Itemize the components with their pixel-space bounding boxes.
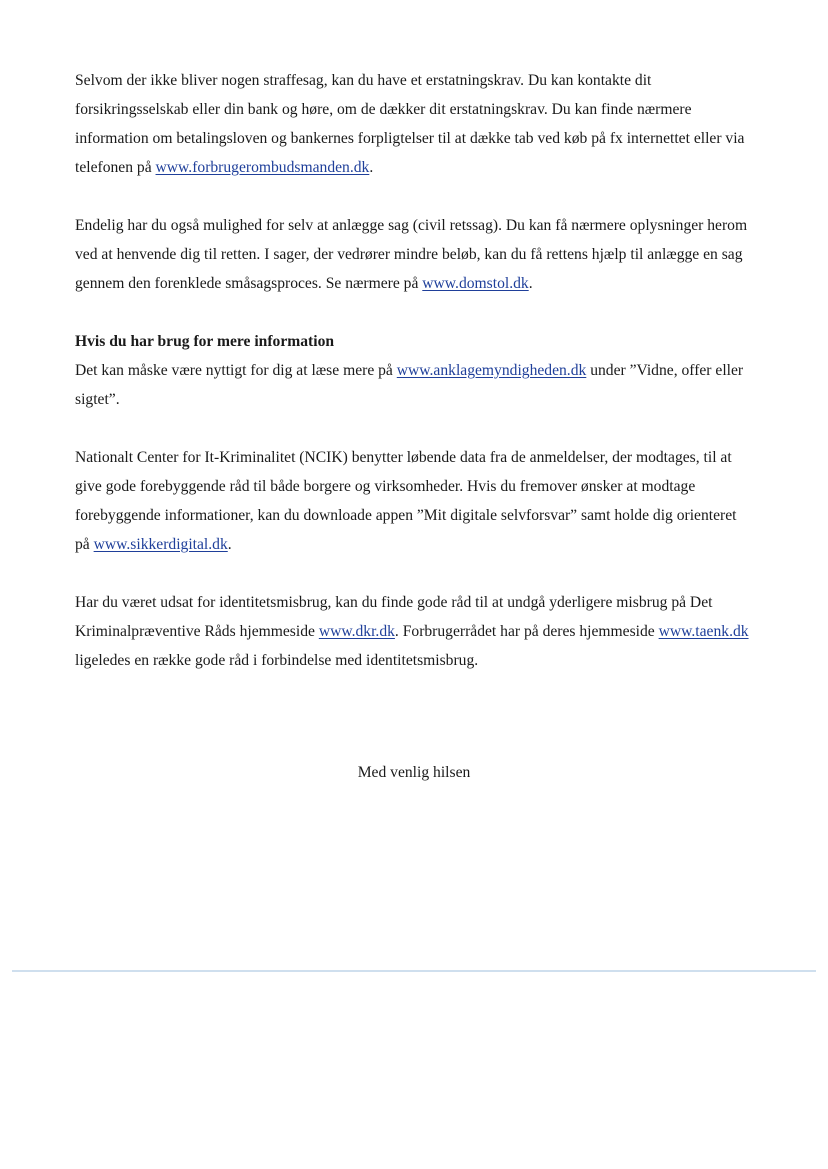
- paragraph-punctuation: .: [528, 275, 533, 292]
- paragraph-text: Selvom der ikke bliver nogen straffesag, kan du have et erstatningskrav. Du kan kontakte dit forsikringsselskab eller din bank og høre, om de dækker dit erstatningskrav. Du kan finde nærmere information om betalingsloven og bankernes forpligtelser til at dække tab ved køb på fx internettet eller via telefonen på: [75, 72, 745, 176]
- paragraph-punctuation: .: [227, 536, 232, 553]
- paragraph-punctuation: .: [369, 159, 374, 176]
- link-sikkerdigital[interactable]: www.sikkerdigital.dk: [93, 536, 228, 553]
- section-heading: Hvis du har brug for mere information: [75, 333, 335, 350]
- link-domstol[interactable]: www.domstol.dk: [422, 275, 529, 292]
- scan-artifact-line: [12, 970, 816, 972]
- paragraph-text: Det kan måske være nyttigt for dig at læse mere på: [75, 362, 397, 379]
- link-taenk[interactable]: www.taenk.dk: [658, 623, 749, 640]
- paragraph-compensation: [75, 66, 755, 182]
- paragraph-ncik: [75, 443, 755, 559]
- paragraph-identity-misuse: [75, 588, 755, 675]
- paragraph-tail: ligeledes en række gode råd i forbindelse med identitetsmisbrug.: [75, 652, 479, 669]
- paragraph-text: Nationalt Center for It-Kriminalitet (NCIK) benytter løbende data fra de anmeldelser, der modtages, til at give gode forebyggende råd til både borgere og virksomheder. Hvis du fremover ønsker at modtage forebyggende informationer, kan du downloade appen ”Mit digitale selvforsvar” samt holde dig orienteret på: [75, 449, 737, 553]
- closing-salutation: Med venlig hilsen: [357, 764, 471, 781]
- paragraph-text: Endelig har du også mulighed for selv at anlægge sag (civil retssag). Du kan få nærmere oplysninger herom ved at henvende dig til retten. I sager, der vedrører mindre beløb, kan du få rettens hjælp til anlægge en sag gennem den forenklede småsagsproces. Se nærmere på: [75, 217, 748, 292]
- link-anklagemyndigheden[interactable]: www.anklagemyndigheden.dk: [396, 362, 587, 379]
- link-forbrugerombudsmanden[interactable]: www.forbrugerombudsmanden.dk: [155, 159, 370, 176]
- letter-body: [75, 66, 755, 704]
- paragraph-more-information: [75, 327, 755, 414]
- paragraph-text: Har du været udsat for identitetsmisbrug, kan du finde gode råd til at undgå yderligere misbrug på Det Kriminalpræventive Råds hjemmeside: [75, 594, 713, 640]
- link-dkr[interactable]: www.dkr.dk: [318, 623, 395, 640]
- paragraph-civil-case: [75, 211, 755, 298]
- paragraph-tail: under ”Vidne, offer eller sigtet”.: [75, 362, 744, 408]
- paragraph-middle: . Forbrugerrådet har på deres hjemmeside: [394, 623, 659, 640]
